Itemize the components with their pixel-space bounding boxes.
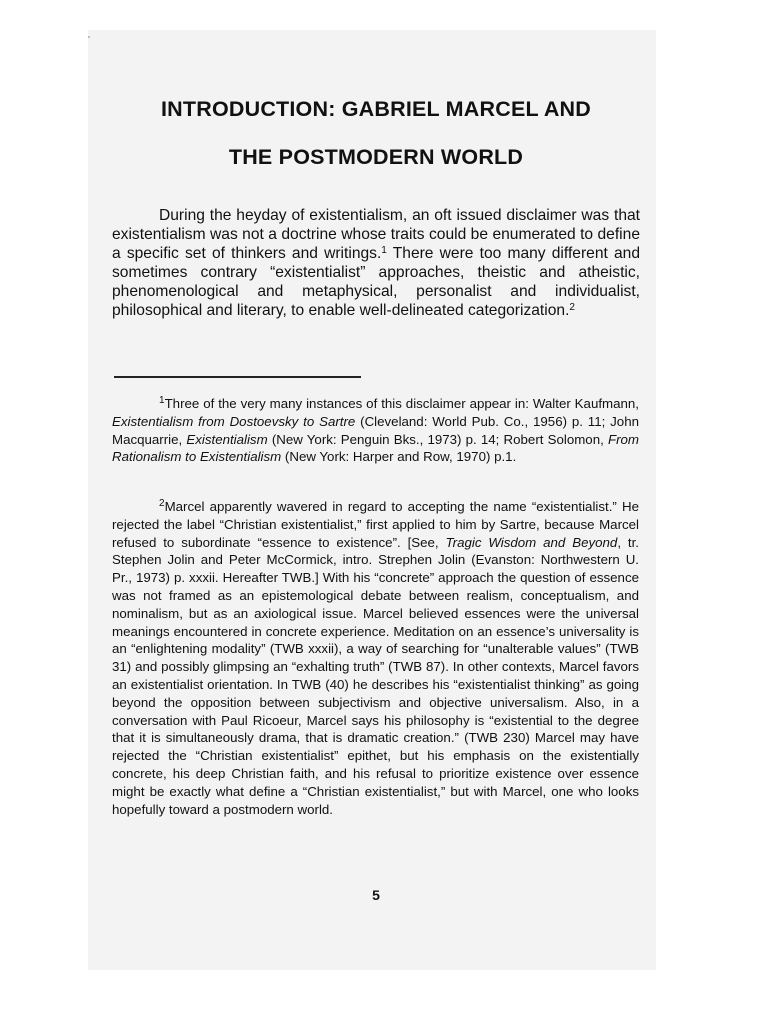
footnote-1 xyxy=(112,395,639,466)
footnote-1-text-2: (Cleveland: World Pub. Co., 1956) p. 11; John Macquarrie, xyxy=(112,413,639,447)
footnote-1-title-1: Existentialism from Dostoevsky to Sartre xyxy=(112,413,356,429)
footnote-1-text-4: (New York: Harper and Row, 1970) p.1. xyxy=(281,449,517,465)
intro-paragraph xyxy=(112,206,640,321)
footnote-1-text-3: (New York: Penguin Bks., 1973) p. 14; Robert Solomon, xyxy=(267,431,608,447)
footnote-2-title-1: Tragic Wisdom and Beyond xyxy=(445,534,618,550)
footnote-1-marker: 1 xyxy=(159,395,165,406)
page-number: 5 xyxy=(372,887,380,903)
footnote-separator xyxy=(114,376,361,378)
footnote-ref-1: 1 xyxy=(381,245,387,257)
intro-text-part-2: There were too many different and sometimes contrary “existentialist” approaches, theistic and atheistic, phenomenological and metaphysical, personalist and individualist, philosophical and literary, to enable well-delineated categorization. xyxy=(112,245,641,320)
footnote-1-text-1: Three of the very many instances of this disclaimer appear in: Walter Kaufmann, xyxy=(164,396,639,411)
footnote-2-text-2: , tr. Stephen Jolin and Peter McCormick, intro. Strephen Jolin (Evanston: Northwestern U. Pr., 1973) p. xxxii. Hereafter TWB.] With his “concrete” approach the question of essence was not framed as an epistemological debate between realism, conceptualism, and nominalism, but as an axiological issue. Marcel believed essences were the universal meanings encountered in concrete experience. Meditation on an essence’s universality is an “enlightening modality” (TWB xxxii), a way of searching for “unalterable values” (TWB 31) and possibly glimpsing an “exhalting truth” (TWB 87). In other contexts, Marcel favors an existentialist orientation. In TWB (40) he describes his “existentialist thinking” as going beyond the opposition between subjectivism and objective universalism. Also, in a conversation with Paul Ricoeur, Marcel says his philosophy is “existential to the degree that it is simultaneously drama, that is dramatic creation.” (TWB 230) Marcel may have rejected the “Christian existentialist” epithet, but his emphasis on the existentially concrete, his deep Christian faith, and his refusal to prioritize existence over essence might be exactly what define a “Christian existentialist,” but with Marcel, one who looks hopefully toward a postmodern world. xyxy=(112,534,639,817)
footnote-ref-2: 2 xyxy=(569,302,575,314)
footnote-2-text-1: Marcel apparently wavered in regard to accepting the name “existentialist.” He rejected the label “Christian existentialist,” first applied to him by Sartre, because Marcel refused to subordinate “essence to existence”. [See, xyxy=(112,499,639,550)
chapter-title-line-2: THE POSTMODERN WORLD xyxy=(228,145,524,169)
chapter-title-line-1: INTRODUCTION: GABRIEL MARCEL AND xyxy=(160,97,592,121)
scan-speck xyxy=(88,36,90,38)
footnote-1-title-2: Existentialism xyxy=(186,431,268,447)
footnote-2-marker: 2 xyxy=(159,498,165,509)
footnote-1-title-3: From Rationalism to Existentialism xyxy=(112,431,639,465)
intro-text-part-1: During the heyday of existentialism, an oft issued disclaimer was that existentialism was not a doctrine whose traits could be enumerated to define a specific set of thinkers and writings. xyxy=(112,207,640,263)
footnote-2 xyxy=(112,498,639,818)
